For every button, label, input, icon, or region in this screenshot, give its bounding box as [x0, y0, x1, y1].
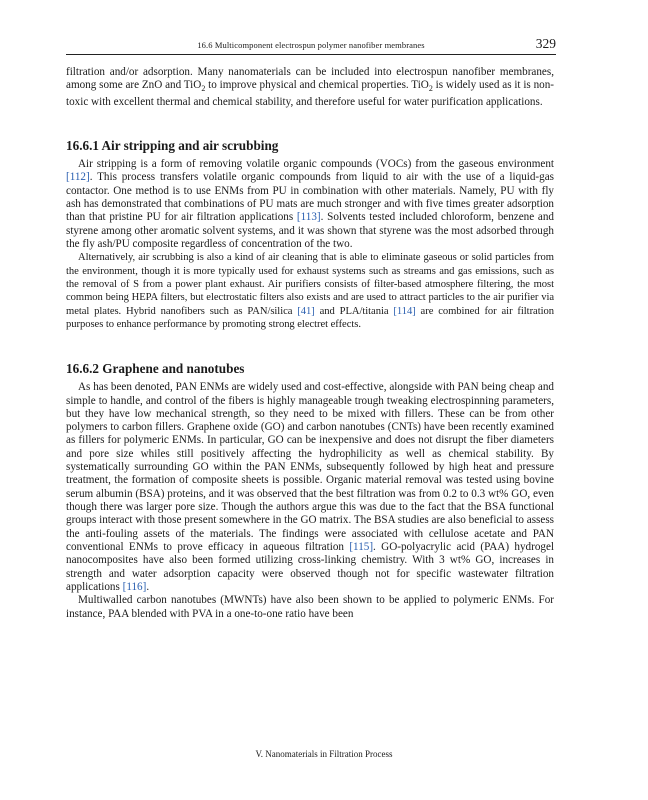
citation-link[interactable]: [116] — [122, 580, 147, 593]
page-body — [66, 66, 554, 621]
section-heading-air-stripping: 16.6.1 Air stripping and air scrubbing — [66, 138, 279, 154]
citation-link[interactable]: [41] — [297, 305, 315, 317]
text: . — [146, 580, 150, 593]
running-header — [66, 34, 556, 55]
intro-text-3: is widely used as it is non-toxic with excellent thermal and chemical stability, and therefore useful for water purification applications. — [66, 79, 554, 108]
intro-text-1: filtration and/or adsorption. Many nanomaterials can be included into electrospun nanofiber membranes, among some are ZnO and TiO — [66, 66, 554, 92]
page-number: 329 — [535, 36, 556, 51]
text: . Solvents tested included chloroform, benzene and styrene among other aromatic solvent systems, and it was shown that styrene was the most adsorbed through the fly ash/PU composite regardless of concentration of the two. — [66, 211, 554, 251]
text: . This process transfers volatile organic compounds from liquid to air with the use of a liquid-gas contactor. One method is to use ENMs from PU in combination with other materials. Namely, PU with fly ash has demonstrated that combinations of PU mats are much stronger and with five times greater adsorption than that pristine PU for air filtration applications — [66, 171, 554, 224]
air-stripping-paragraph — [66, 158, 554, 251]
air-scrubbing-paragraph — [66, 251, 554, 331]
citation-link[interactable]: [112] — [66, 171, 90, 184]
citation-link[interactable]: [115] — [349, 540, 374, 553]
intro-paragraph — [66, 66, 554, 109]
intro-text-2: to improve physical and chemical properties. TiO — [205, 79, 429, 92]
text: Alternatively, air scrubbing is also a kind of air cleaning that is able to eliminate gaseous or solid particles from the environment, though it is more typically used for exhaust systems such as streams and gas emissions, such as the removal of S from a power plant exhaust. Air purifiers consists of filter-based atmosphere filtering, the most common being HEPA filters, but electrostatic filters also exists and are used to attract particles to the air purifier via metal plates. Hybrid nanofibers such as PAN/silica — [66, 252, 554, 317]
subscript-2: 2 — [201, 84, 206, 94]
text: are combined for air filtration purposes to enhance performance by promoting strong electret effects. — [66, 305, 554, 330]
text: As has been denoted, PAN ENMs are widely used and cost-effective, alongside with PAN being cheap and simple to handle, and control of the fibers is highly manageable trough tweaking electrospinning parameters, but they have low mechanical strength, so they need to be mixed with fillers. These can be from other polymers to carbon fillers. Graphene oxide (GO) and carbon nanotubes (CNTs) have been recently examined as fillers for polymeric ENMs. In particular, GO can be inexpensive and does not disrupt the fiber diameters and pore size whiles still positively affecting the hydrophilicity as well as chemical stability. By systematically surrounding GO within the PAN ENMs, subsequently followed by high heat and pressure treatment, the formation of composite sheets is possible. Organic material removal was tested using bovine serum albumin (BSA) proteins, and it was observed that the best filtration was from 0.2 to 0.3 wt% GO, even though there was larger pore size. Though the authors argue this was due to the fact that the BSA functional groups interact with those present somewhere in the GO matrix. The BSA studies are also beneficial to assess the anti-fouling assets of the materials. The findings were associated with cellulose acetate and PAN conventional ENMs to prove efficacy in aqueous filtration — [66, 381, 555, 553]
text: Air stripping is a form of removing volatile organic compounds (VOCs) from the gaseous environment — [78, 158, 554, 171]
citation-link[interactable]: [114] — [393, 305, 416, 317]
nanotubes-paragraph: Multiwalled carbon nanotubes (MWNTs) have also been shown to be applied to polymeric ENMs. For instance, PAA blended with PVA in a one-to-one ratio have been — [66, 594, 554, 620]
graphene-paragraph — [66, 381, 554, 594]
subscript-2b: 2 — [428, 84, 433, 94]
text: . GO-polyacrylic acid (PAA) hydrogel nanocomposites have also been formed utilizing cross-linking chemistry. With 3 wt% GO, increases in strength and water adsorption capacity were observed though not for specific wastewater filtration applications — [66, 540, 555, 593]
running-title: 16.6 Multicomponent electrospun polymer nanofiber membranes — [197, 40, 425, 50]
citation-link[interactable]: [113] — [296, 211, 321, 224]
text: and PLA/titania — [314, 305, 394, 317]
section-heading-graphene: 16.6.2 Graphene and nanotubes — [66, 361, 245, 377]
page-footer: V. Nanomaterials in Filtration Process — [255, 749, 393, 759]
